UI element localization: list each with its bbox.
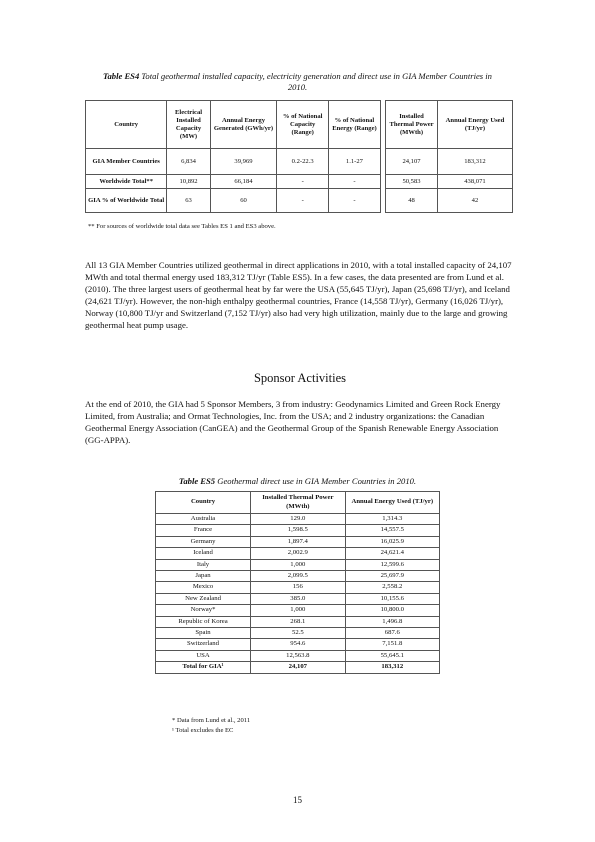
table-cell: 183,312 — [345, 662, 439, 673]
table-cell: 24,107 — [386, 149, 438, 175]
table-es5 — [155, 491, 440, 674]
table-cell: 183,312 — [437, 149, 512, 175]
table-es4-header-row — [86, 101, 513, 149]
table-cell: 12,599.6 — [345, 559, 439, 570]
table-es4-row-label: Worldwide Total** — [86, 175, 167, 189]
section-heading: Sponsor Activities — [253, 371, 347, 385]
table-cell: - — [277, 189, 329, 213]
table-row — [156, 525, 440, 536]
table-cell: Republic of Korea — [156, 616, 251, 627]
table-es5-footnote-2: ¹ Total excludes the EC — [172, 727, 234, 734]
table-cell: 385.0 — [251, 593, 346, 604]
sponsor-paragraph: At the end of 2010, the GIA had 5 Sponsor Members, 3 from industry: Geodynamics Limited and Green Rock Energy Limited, from Australia; and Ormat Technologies, Inc. from the USA; and 2 industry organizations: the Canadian Geothermal Energy Association (CanGEA) and the Geothermal Group of the Spanish Renewable Energy Association (GG-APPA). — [85, 399, 501, 445]
table-cell: 14,557.5 — [345, 525, 439, 536]
table-cell: 1,000 — [251, 605, 346, 616]
table-es4-header: Electrical Installed Capacity (MW) — [167, 101, 210, 149]
table-cell: 0.2-22.3 — [277, 149, 329, 175]
table-cell: 2,002.9 — [251, 548, 346, 559]
table-cell: 24,107 — [251, 662, 346, 673]
table-cell: France — [156, 525, 251, 536]
table-row — [156, 571, 440, 582]
table-row — [156, 639, 440, 650]
table-es4 — [85, 100, 513, 213]
table-cell: 10,892 — [167, 175, 210, 189]
table-row — [156, 605, 440, 616]
table-row — [156, 628, 440, 639]
table-row — [156, 593, 440, 604]
table-cell: - — [329, 175, 381, 189]
table-es5-caption — [100, 476, 495, 487]
table-row — [156, 616, 440, 627]
table-es4-label: Table ES4 — [103, 71, 140, 81]
table-cell: 10,155.6 — [345, 593, 439, 604]
table-cell: 1,496.8 — [345, 616, 439, 627]
table-row — [86, 189, 513, 213]
table-cell: 954.6 — [251, 639, 346, 650]
table-cell: 52.5 — [251, 628, 346, 639]
table-es4-row-label: GIA Member Countries — [86, 149, 167, 175]
table-cell: 39,969 — [210, 149, 277, 175]
table-es4-footnote: ** For sources of worldwide total data see Tables ES 1 and ES3 above. — [88, 223, 276, 230]
table-es4-caption-text: Total geothermal installed capacity, electricity generation and direct use in GIA Member Countries in 2010. — [139, 71, 492, 92]
table-cell: 48 — [386, 189, 438, 213]
table-cell: 6,834 — [167, 149, 210, 175]
table-es5-caption-text: Geothermal direct use in GIA Member Countries in 2010. — [215, 476, 417, 486]
table-cell: Iceland — [156, 548, 251, 559]
table-cell: Germany — [156, 536, 251, 547]
table-cell: 1,598.5 — [251, 525, 346, 536]
table-cell: 1,897.4 — [251, 536, 346, 547]
table-cell: 55,645.1 — [345, 650, 439, 661]
table-row — [86, 175, 513, 189]
table-cell: 10,800.0 — [345, 605, 439, 616]
table-row — [156, 650, 440, 661]
table-cell: 438,071 — [437, 175, 512, 189]
table-cell: 63 — [167, 189, 210, 213]
table-cell: 7,151.8 — [345, 639, 439, 650]
table-cell: Mexico — [156, 582, 251, 593]
table-cell: Italy — [156, 559, 251, 570]
table-cell: Switzerland — [156, 639, 251, 650]
table-cell: Norway* — [156, 605, 251, 616]
table-row — [156, 582, 440, 593]
table-cell: 2,558.2 — [345, 582, 439, 593]
table-es4-header: Installed Thermal Power (MWth) — [386, 101, 438, 149]
table-cell: 1,314.3 — [345, 514, 439, 525]
table-cell: 66,184 — [210, 175, 277, 189]
table-cell: New Zealand — [156, 593, 251, 604]
table-es5-header-row — [156, 492, 440, 514]
table-cell: 12,563.8 — [251, 650, 346, 661]
table-cell: 25,697.9 — [345, 571, 439, 582]
table-es5-header: Installed Thermal Power (MWth) — [251, 492, 346, 514]
table-cell: 60 — [210, 189, 277, 213]
table-row — [156, 536, 440, 547]
table-cell: 2,099.5 — [251, 571, 346, 582]
table-es4-header: Annual Energy Used (TJ/yr) — [437, 101, 512, 149]
table-cell: - — [329, 189, 381, 213]
table-cell: Japan — [156, 571, 251, 582]
table-cell: 16,025.9 — [345, 536, 439, 547]
table-cell: USA — [156, 650, 251, 661]
table-cell: 687.6 — [345, 628, 439, 639]
table-cell: 129.0 — [251, 514, 346, 525]
table-es5-body — [156, 514, 440, 674]
table-cell: Spain — [156, 628, 251, 639]
table-es4-row-label: GIA % of Worldwide Total — [86, 189, 167, 213]
table-cell: - — [277, 175, 329, 189]
table-cell: 1.1-27 — [329, 149, 381, 175]
table-es5-label: Table ES5 — [178, 476, 216, 486]
table-cell: Total for GIA¹ — [156, 662, 251, 673]
direct-use-paragraph: All 13 GIA Member Countries utilized geothermal in direct applications in 2010, with a total installed capacity of 24,107 MWth and total thermal energy used 183,312 TJ/yr (Table ES5). In a few cases, the data presented are from Lund et al. (2010). The three largest users of geothermal heat by far were the USA (55,645 TJ/yr), Japan (25,698 TJ/yr), and Iceland (24,621 TJ/yr). However, the non-high enthalpy geothermal countries, France (14,558 TJ/yr), Germany (16,026 TJ/yr), Norway (10,800 TJ/yr and Switzerland (7,152 TJ/yr) also had very high utilization, mainly due to the large and growing geothermal heat pump usage. — [85, 260, 512, 330]
table-es5-header: Country — [156, 492, 251, 514]
page-number: 15 — [293, 795, 302, 805]
table-row — [156, 559, 440, 570]
table-cell: 268.1 — [251, 616, 346, 627]
table-cell: 156 — [251, 582, 346, 593]
table-es5-footnote-1: * Data from Lund et al., 2011 — [172, 717, 251, 724]
table-row — [86, 149, 513, 175]
table-cell: 50,583 — [386, 175, 438, 189]
table-total-row — [156, 662, 440, 673]
table-es4-header: % of National Energy (Range) — [329, 101, 381, 149]
table-es4-caption — [100, 71, 495, 93]
table-cell: 1,000 — [251, 559, 346, 570]
table-es4-header: Country — [86, 101, 167, 149]
table-es4-header: Annual Energy Generated (GWh/yr) — [210, 101, 277, 149]
table-es5-header: Annual Energy Used (TJ/yr) — [345, 492, 439, 514]
table-row — [156, 514, 440, 525]
table-es4-header: % of National Capacity (Range) — [277, 101, 329, 149]
table-cell: 24,621.4 — [345, 548, 439, 559]
table-cell: 42 — [437, 189, 512, 213]
table-row — [156, 548, 440, 559]
table-cell: Australia — [156, 514, 251, 525]
